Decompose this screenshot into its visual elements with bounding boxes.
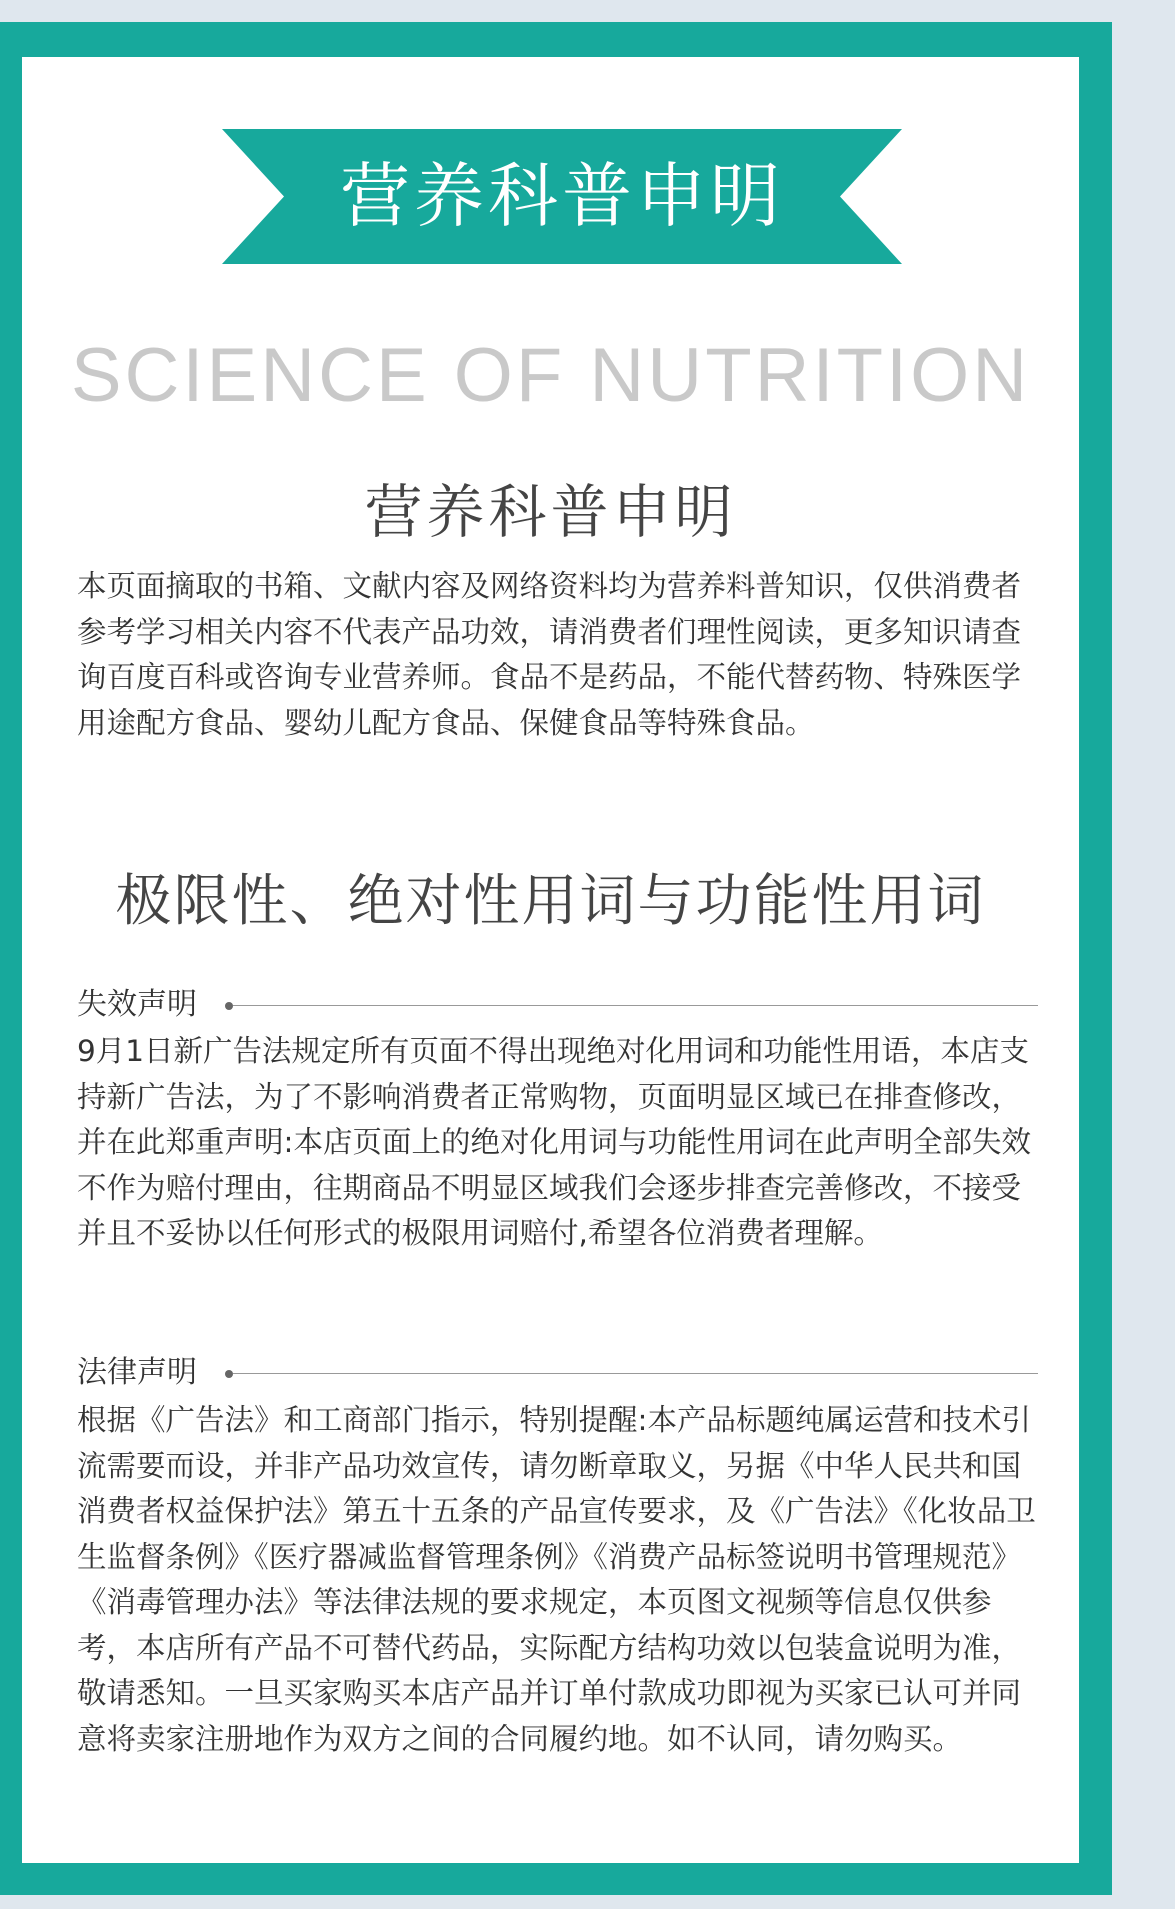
banner-subtitle: SCIENCE OF NUTRITION (70, 333, 1031, 418)
divider-line (233, 1373, 1038, 1374)
divider-line (233, 1005, 1038, 1006)
content-card (22, 57, 1079, 1863)
invalid-statement-header (77, 985, 1042, 1025)
invalid-statement-paragraph: 9月1日新广告法规定所有页面不得出现绝对化用词和功能性用语，本店支持新广告法，为了不影响消费者正常购物，页面明显区域已在排查修改，并在此郑重声明:本店页面上的绝对化用词与功能性用词在此声明全部失效不作为赔付理由，往期商品不明显区域我们会逐步排查完善修改，不接受并且不妥协以任何形式的极限用词赔付,希望各位消费者理解。 (77, 1034, 1031, 1250)
intro-heading: 营养科普申明 (364, 478, 737, 546)
legal-statement-label: 法律声明 (77, 1355, 197, 1390)
section-heading: 极限性、绝对性用词与功能性用词 (115, 869, 986, 934)
legal-statement-paragraph: 根据《广告法》和工商部门指示，特别提醒:本产品标题纯属运营和技术引流需要而设，并非产品功效宣传，请勿断章取义，另据《中华人民共和国消费者权益保护法》第五十五条的产品宣传要求，及《广告法》《化妆品卫生监督条例》《医疗器减监督管理条例》《消费产品标签说明书管理规范》《消毒管理办法》等法律法规的要求规定，本页图文视频等信息仅供参考，本店所有产品不可替代药品，实际配方结构功效以包装盒说明为准，敬请悉知。一旦买家购买本店产品并订单付款成功即视为买家已认可并同意将卖家注册地作为双方之间的合同履约地。如不认同，请勿购买。 (77, 1403, 1036, 1756)
title-ribbon (222, 129, 902, 264)
teal-frame (0, 22, 1112, 1895)
intro-paragraph: 本页面摘取的书箱、文献内容及网络资料均为营养料普知识，仅供消费者参考学习相关内容不代表产品功效，请消费者们理性阅读，更多知识请查询百度百科或咨询专业营养师。食品不是药品，不能代替药物、特殊医学用途配方食品、婴幼儿配方食品、保健食品等特殊食品。 (77, 569, 1022, 740)
bullet-dot (225, 1370, 233, 1378)
bullet-dot (225, 1002, 233, 1010)
invalid-statement-label: 失效声明 (77, 987, 197, 1022)
legal-statement-header (77, 1353, 1042, 1393)
banner-title: 营养科普申明 (340, 155, 784, 237)
